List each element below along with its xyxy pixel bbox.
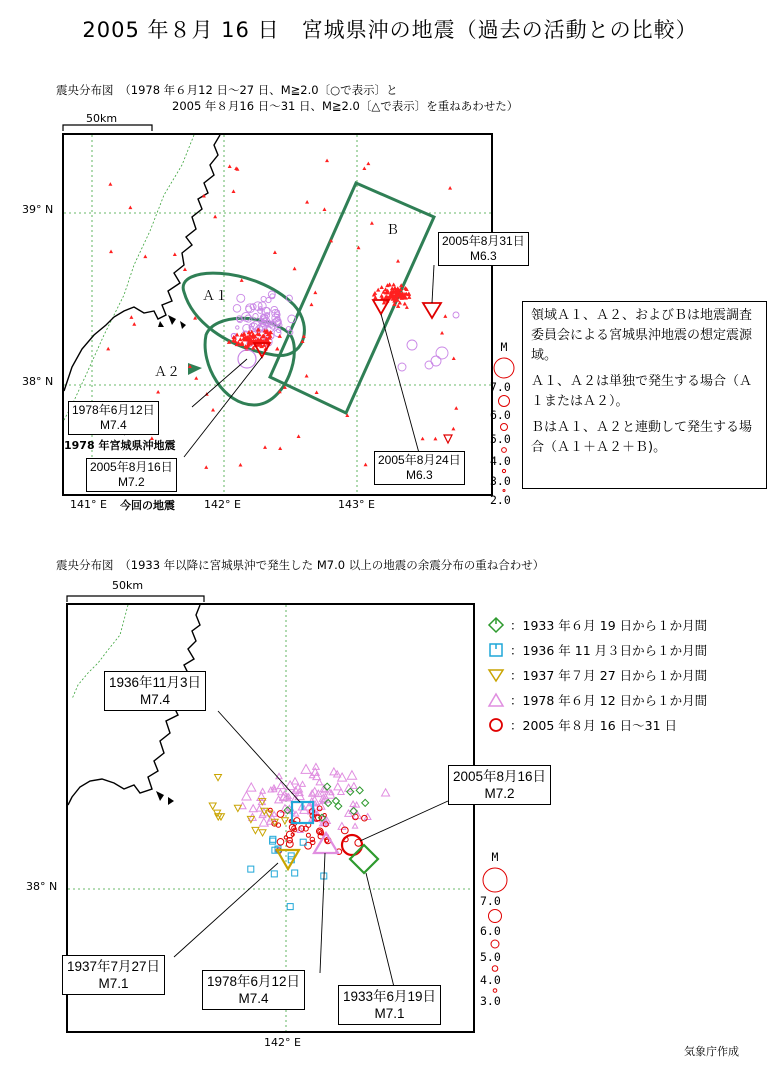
event-2005 [392, 283, 395, 286]
event-1978 [242, 792, 251, 800]
event-1936 [271, 871, 277, 877]
event-1978 [425, 361, 433, 369]
map1-mag-legend-3: 3.0 [490, 474, 511, 488]
event-2005 [380, 294, 383, 297]
map2-legend-1936: ：1936 年 11 月３日から１か月間 [488, 640, 707, 660]
event-1933 [335, 803, 342, 810]
event-2005 [310, 837, 314, 841]
event-2005 [377, 288, 380, 291]
event-2005 [232, 190, 235, 193]
event-1978 [236, 326, 239, 329]
event-2005 [205, 466, 208, 469]
map2-legend-1978: ：1978 年６月 12 日から１か月間 [488, 690, 707, 710]
map1-lat-38: 38° N [22, 375, 54, 388]
event-2005 [268, 808, 272, 812]
map1-callout-19780612: 1978年6月12日 M7.4 [68, 401, 159, 435]
map2-magnitude-legend [480, 850, 510, 1008]
event-2005 [107, 348, 110, 351]
event-2005 [357, 246, 360, 249]
event-1936 [270, 836, 276, 842]
event-2005 [228, 165, 231, 168]
map1-mag-legend-6: 6.0 [490, 408, 511, 422]
map1-coastline [64, 135, 220, 391]
event-1937 [281, 818, 288, 824]
event-2005 [444, 315, 447, 318]
event-1978 [352, 823, 357, 828]
event-1978 [436, 347, 448, 359]
map1-a2-arrow [188, 363, 202, 375]
event-1936 [270, 838, 276, 844]
event-2005 [144, 255, 147, 258]
event-1978 [453, 312, 459, 318]
event-2005 [129, 206, 132, 209]
event-2005 [274, 251, 277, 254]
map2-callout-19361103: 1936年11月3日 M7.4 [104, 671, 206, 711]
map1-note-line-1: 領域Ａ１、Ａ２、およびＢは地震調査委員会による宮城県沖地震の想定震源域。 [531, 308, 753, 363]
map1-mag-legend-title: M [500, 340, 508, 354]
event-2005 [455, 407, 458, 410]
map2-islands [156, 791, 174, 805]
map1-mag-legend-5: 5.0 [490, 432, 511, 446]
event-2005 [371, 222, 374, 225]
page-title: 2005 年８月 16 日 宮城県沖の地震（過去の活動との比較） [82, 18, 698, 42]
event-2005 [363, 167, 366, 170]
map2-caption: 震央分布図 （1933 年以降に宮城県沖で発生した M7.0 以上の地震の余震分布の重ね合わせ） [56, 558, 545, 572]
event-1933 [362, 799, 369, 806]
event-1978 [233, 305, 241, 313]
event-2005 [452, 427, 455, 430]
map1-label-current: 今回の地震 [120, 499, 175, 512]
map2-legend-2005: ：2005 年８月 16 日～31 日 [488, 715, 677, 735]
credit: 気象庁作成 [684, 1045, 739, 1058]
map1-caption-line1: 震央分布図 （1978 年６月12 日～27 日、M≧2.0〔○で表示〕と [56, 83, 398, 97]
event-1978 [300, 781, 306, 786]
map1-callout-20050831: 2005年8月31日 M6.3 [438, 232, 529, 266]
event-2005 [384, 288, 387, 291]
event-1978 [431, 356, 441, 366]
event-1978 [237, 294, 245, 302]
event-1978 [277, 790, 283, 795]
map1-note-line-2: Ａ１、Ａ２は単独で発生する場合（Ａ１またはＡ２）。 [531, 374, 753, 409]
map1-lon-141: 141° E [70, 498, 107, 511]
event-2005 [109, 183, 112, 186]
event-2005 [405, 306, 408, 309]
event-2005 [364, 463, 367, 466]
event-1978 [351, 783, 357, 789]
map1-lat-39: 39° N [22, 203, 54, 216]
event-2005 [195, 377, 198, 380]
green-diamond-icon [488, 617, 504, 633]
event-1978 [292, 778, 299, 784]
map2-callout-19780612: 1978年6月12日 M7.4 [202, 970, 305, 1010]
event-2005 [306, 833, 310, 837]
event-2005 [239, 464, 242, 467]
event-2005 [306, 201, 309, 204]
map1-note-line-3: ＢはＡ１、Ａ２と連動して発生する場合（Ａ１＋Ａ２＋Ｂ)。 [531, 420, 753, 455]
map1-zone-b-label: Ｂ [386, 223, 400, 238]
event-2005 [421, 437, 424, 440]
map1-callout-20050824: 2005年8月24日 M6.3 [374, 451, 465, 485]
event-2005 [212, 409, 215, 412]
event-1978 [301, 764, 311, 773]
map1-mag-legend-7: 7.0 [490, 380, 511, 394]
event-1978 [285, 781, 295, 790]
event-1978 [260, 788, 265, 793]
map2-callout-19370727: 1937年7月27日 M7.1 [62, 955, 165, 995]
event-2005 [305, 375, 308, 378]
map1-zone-note [522, 301, 767, 489]
event-2005 [277, 839, 284, 846]
map2-legend-1937: ：1937 年７月 27 日から１か月間 [488, 665, 707, 685]
map2-aftershocks [209, 763, 389, 909]
event-1978 [259, 818, 268, 826]
map1-magnitude-legend [490, 340, 518, 507]
event-2005 [264, 446, 267, 449]
event-2005 [441, 332, 444, 335]
event-2005 [157, 391, 160, 394]
event-2005 [393, 286, 396, 289]
pink-triangle-up-icon [488, 692, 504, 708]
map2-legend-1933: ：1933 年６月 19 日から１か月間 [488, 615, 707, 635]
map2-callout-19330619: 1933年6月19日 M7.1 [338, 985, 441, 1025]
event-1978 [277, 782, 285, 789]
event-2005 [314, 291, 317, 294]
event-1978 [398, 363, 406, 371]
event-2005 [408, 296, 411, 299]
event-1936 [292, 870, 298, 876]
event-2005 [323, 208, 326, 211]
event-2005 [130, 316, 133, 319]
event-1937 [214, 810, 221, 816]
event-1937 [209, 803, 216, 809]
event-2005 [237, 341, 240, 344]
event-2005 [452, 357, 455, 360]
map1-lon-143: 143° E [338, 498, 375, 511]
event-1978 [382, 789, 390, 796]
map1-caption-line2: 2005 年８月16 日～31 日、M≧2.0〔△で表示〕を重ねあわせた） [172, 99, 519, 113]
event-2005 [184, 268, 187, 271]
event-1936 [287, 904, 293, 910]
event-2005 [293, 267, 296, 270]
event-2005 [449, 187, 452, 190]
event-2005 [362, 815, 368, 821]
event-1978 [261, 296, 266, 301]
event-1936 [248, 866, 254, 872]
map1-major-events [254, 300, 452, 443]
event-2005 [315, 391, 318, 394]
event-2005 [286, 841, 293, 848]
yellow-triangle-down-icon [488, 667, 504, 683]
event-1978 [249, 805, 257, 812]
event-2005 [291, 833, 294, 836]
map2-lat-38: 38° N [26, 880, 58, 893]
event-2005 [403, 302, 406, 305]
map2-mag-legend-6: 6.0 [480, 924, 501, 938]
event-2005 [310, 303, 313, 306]
event-2005 [235, 167, 238, 170]
map1-zone-a2-label: Ａ２ [154, 365, 181, 380]
map1-label-1978: 1978 年宮城県沖地震 [64, 439, 176, 452]
map2-mag-legend-3: 3.0 [480, 994, 501, 1008]
event-1933 [347, 788, 354, 795]
event-2005 [240, 279, 243, 282]
map1-mag-legend-4: 4.0 [490, 454, 511, 468]
event-1937 [259, 830, 266, 836]
event-2005 [279, 447, 282, 450]
map2-mag-legend-7: 7.0 [480, 894, 501, 908]
event-2005 [133, 323, 136, 326]
map1-mag-legend-2: 2.0 [490, 493, 511, 507]
map2-mag-legend-4: 4.0 [480, 973, 501, 987]
map2-callout-20050816: 2005年8月16日 M7.2 [448, 765, 551, 805]
event-1978 [347, 771, 356, 779]
event-2005 [276, 347, 279, 350]
map1-lon-142: 142° E [204, 498, 241, 511]
event-2005 [388, 283, 391, 286]
map1-zone-a1-label: Ａ１ [202, 289, 229, 304]
event-2005 [367, 162, 370, 165]
map1-scale-label: 50km [86, 112, 118, 125]
event-2005 [173, 253, 176, 256]
event-2005 [110, 250, 113, 253]
event-1937 [215, 774, 222, 780]
event-2005 [434, 437, 437, 440]
event-2005 [239, 338, 242, 341]
map2-mag-legend-title: M [491, 850, 499, 864]
event-2005 [214, 215, 217, 218]
event-2005 [247, 331, 250, 334]
event-2005 [397, 305, 400, 308]
event-2005 [397, 260, 400, 263]
event-2005 [380, 286, 383, 289]
event-2005 [326, 159, 329, 162]
event-1937 [252, 827, 259, 833]
map2-lon-142: 142° E [264, 1036, 301, 1049]
cyan-square-icon [488, 642, 504, 658]
event-1978 [247, 783, 256, 791]
map2-scale-label: 50km [112, 579, 144, 592]
map2-mag-legend-5: 5.0 [480, 950, 501, 964]
red-circle-icon [488, 717, 504, 733]
map2-leader-lines [174, 711, 448, 987]
map1-callout-20050816: 2005年8月16日 M7.2 [86, 458, 177, 492]
event-2005 [297, 435, 300, 438]
event-1978 [407, 340, 417, 350]
